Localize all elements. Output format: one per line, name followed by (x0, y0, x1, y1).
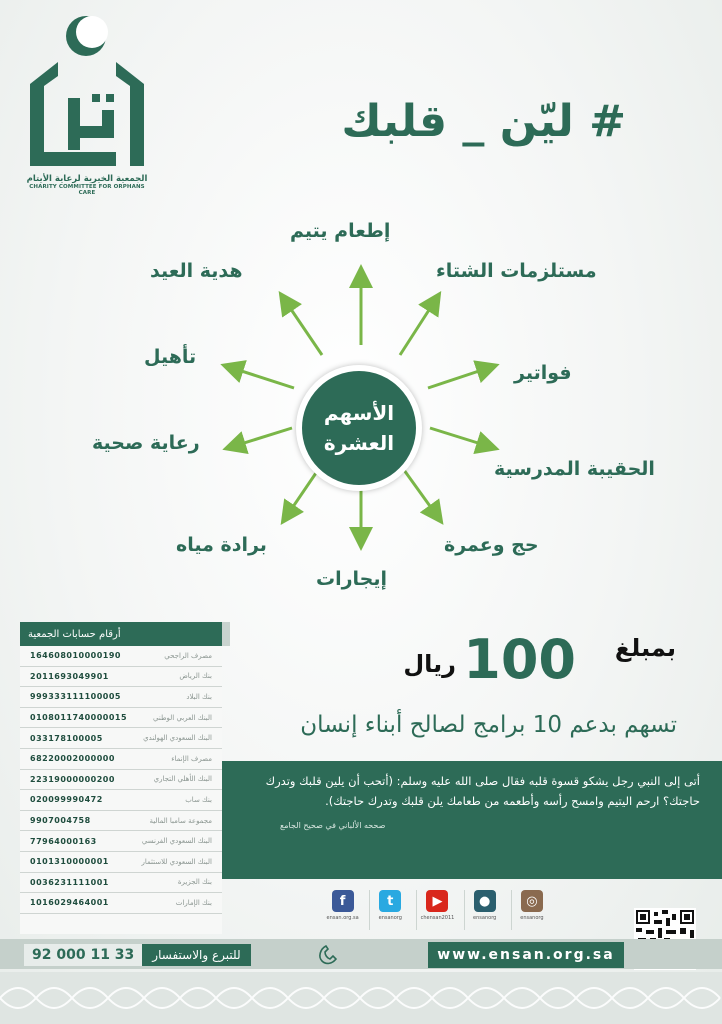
bank-name: بنك الإمارات (175, 898, 212, 907)
account-row (20, 893, 222, 914)
phone-box (24, 944, 314, 966)
account-number: 2011693049901 (30, 671, 109, 681)
campaign-hashtag-title: # ليّن _ قلبك (341, 96, 626, 147)
social-handle: ensanorg (378, 915, 402, 921)
item-water-cooler: برادة مياه (176, 534, 267, 556)
account-number: 033178100005 (30, 733, 103, 743)
account-row (20, 811, 222, 832)
item-hajj-umrah: حج وعمرة (444, 534, 539, 556)
account-row (20, 646, 222, 667)
youtube-icon: ▶ (426, 890, 448, 912)
phone-icon (314, 941, 344, 967)
decorative-pattern (0, 972, 722, 1024)
item-bills: فواتير (514, 362, 572, 384)
account-row (20, 873, 222, 894)
social-handle: ensanorg (520, 915, 544, 921)
account-row (20, 667, 222, 688)
item-health-care: رعاية صحية (92, 432, 200, 454)
blackberry-icon: ● (474, 890, 496, 912)
account-row (20, 852, 222, 873)
bank-name: البنك السعودي الفرنسي (141, 837, 212, 846)
bank-name: بنك الجزيرة (177, 878, 212, 887)
logo-english-name: CHARITY COMMITTEE FOR ORPHANS CARE (29, 184, 145, 196)
amount-value: 100 (463, 628, 576, 691)
bank-name: البنك العربي الوطني (153, 713, 212, 722)
account-number: 0108011740000015 (30, 713, 128, 723)
phone-label: للتبرع والاستفسار (142, 944, 250, 966)
hadith-source: صححه الألباني في صحيح الجامع (280, 821, 386, 830)
account-row (20, 687, 222, 708)
bank-name: مصرف الراجحي (164, 651, 212, 660)
account-number: 77964000163 (30, 836, 97, 846)
bank-name: البنك السعودي للاستثمار (141, 857, 212, 866)
social-link-facebook[interactable] (322, 890, 363, 930)
account-number: 68220002000000 (30, 754, 115, 764)
donation-amount (376, 628, 676, 698)
amount-unit: ريال (403, 650, 456, 678)
account-number: 999333111100005 (30, 692, 121, 702)
item-eid-gift: هدية العيد (150, 260, 243, 282)
arrow-left-lower (228, 428, 292, 448)
phone-number[interactable]: 92 000 11 33 (24, 944, 142, 966)
social-link-youtube[interactable] (416, 890, 457, 930)
center-circle (296, 365, 422, 491)
account-row (20, 708, 222, 729)
account-row (20, 728, 222, 749)
social-link-blackberry[interactable] (464, 890, 505, 930)
item-feed-orphan: إطعام يتيم (290, 220, 391, 242)
social-link-instagram[interactable] (511, 890, 552, 930)
bank-name: بنك الرياض (179, 672, 212, 681)
logo-arabic-name: الجمعية الخيرية لرعاية الأيتام (26, 174, 148, 184)
hadith-box (222, 761, 722, 879)
twitter-icon: t (379, 890, 401, 912)
social-handle: chensan2011 (420, 915, 455, 921)
bank-name: البنك الأهلي التجاري (153, 775, 212, 784)
account-number: 020099990472 (30, 795, 103, 805)
center-label: الأسهم العشرة (323, 401, 395, 455)
bank-name: مصرف الإنماء (171, 754, 212, 763)
social-handle: ensan.org.sa (326, 915, 359, 921)
accounts-heading: أرقام حسابات الجمعية (20, 622, 222, 646)
account-row (20, 770, 222, 791)
social-handle: ensanorg (473, 915, 497, 921)
arrow-up-left (282, 296, 322, 355)
account-row (20, 790, 222, 811)
bank-name: بنك البلاد (186, 692, 212, 701)
account-number: 1016029464001 (30, 898, 109, 908)
bank-accounts-panel (20, 622, 222, 934)
account-number: 164608010000190 (30, 651, 121, 661)
arrow-left-upper (226, 366, 294, 388)
item-rehabilitation: تأهيل (144, 346, 197, 368)
arrow-right-lower (430, 428, 494, 448)
website-link[interactable]: www.ensan.org.sa (428, 942, 624, 968)
arrow-right-upper (428, 366, 494, 388)
account-number: 22319000000200 (30, 774, 115, 784)
arrow-up-right (400, 296, 438, 355)
item-rents: إيجارات (316, 568, 388, 590)
accounts-list (20, 646, 222, 914)
account-number: 0101310000001 (30, 857, 109, 867)
social-links (322, 890, 552, 930)
ten-arrows-diagram (0, 190, 722, 610)
account-row (20, 749, 222, 770)
account-row (20, 831, 222, 852)
instagram-icon: ◎ (521, 890, 543, 912)
facebook-icon: f (332, 890, 354, 912)
contribute-text: تسهم بدعم 10 برامج لصالح أبناء إنسان (300, 712, 677, 738)
bank-name: مجموعة سامبا المالية (149, 816, 212, 825)
arrow-down-left (284, 470, 318, 520)
arrow-down-right (404, 470, 440, 520)
account-number: 0036231111001 (30, 877, 109, 887)
bank-name: بنك ساب (185, 795, 212, 804)
ensan-logo-icon (22, 14, 152, 174)
social-link-twitter[interactable] (369, 890, 410, 930)
account-number: 9907004758 (30, 816, 91, 826)
amount-prefix: بمبلغ (614, 634, 676, 662)
bank-name: البنك السعودي الهولندي (143, 734, 212, 743)
item-school-bag: الحقيبة المدرسية (494, 458, 655, 480)
hadith-text: أتى إلى النبي رجل يشكو قسوة قلبه فقال صلى الله عليه وسلم: (أتحب أن يلين قلبك وتدرك حاجتك؟ ارحم اليتيم وامسح رأسه وأطعمه من طعامك يلن قلبك وتدرك حاجتك). (265, 774, 700, 808)
item-winter-supplies: مستلزمات الشتاء (436, 260, 597, 282)
charity-logo (22, 14, 152, 204)
